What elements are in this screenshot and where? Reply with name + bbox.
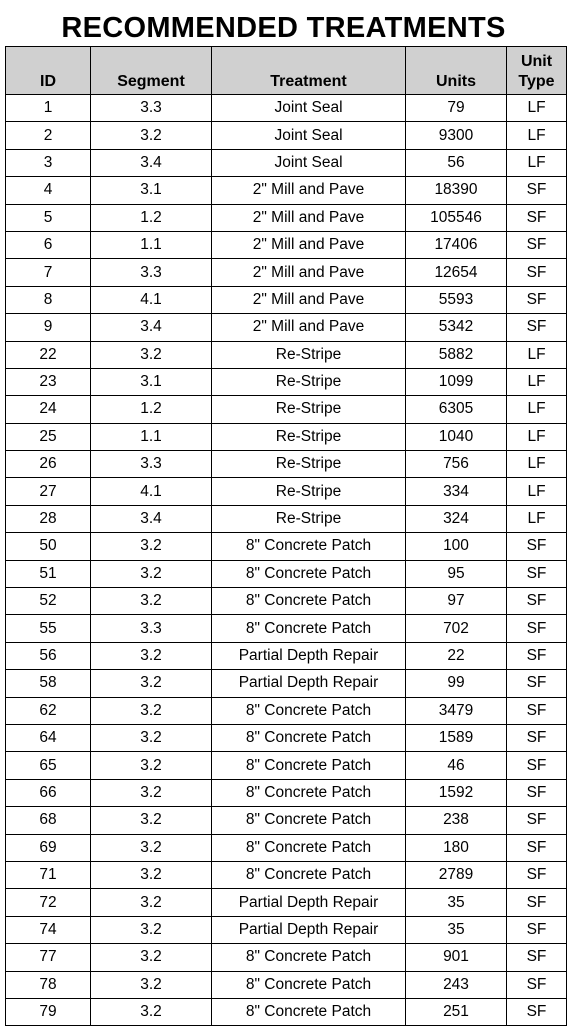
table-row [6,533,567,560]
cell-unit-type: SF [507,944,567,971]
table-row [6,998,567,1025]
cell-treatment: Partial Depth Repair [212,642,406,669]
cell-segment: 3.2 [91,971,212,998]
cell-segment: 3.4 [91,314,212,341]
table-body [6,95,567,1026]
cell-treatment: 8" Concrete Patch [212,533,406,560]
cell-segment: 3.2 [91,560,212,587]
cell-units: 5593 [406,286,507,313]
cell-segment: 3.2 [91,341,212,368]
cell-id: 1 [6,95,91,122]
cell-segment: 1.1 [91,423,212,450]
cell-units: 243 [406,971,507,998]
cell-id: 4 [6,177,91,204]
cell-units: 702 [406,615,507,642]
cell-treatment: 2" Mill and Pave [212,286,406,313]
cell-id: 68 [6,807,91,834]
cell-id: 6 [6,231,91,258]
cell-id: 62 [6,697,91,724]
cell-units: 22 [406,642,507,669]
cell-segment: 3.2 [91,588,212,615]
cell-id: 22 [6,341,91,368]
cell-units: 5342 [406,314,507,341]
cell-treatment: 8" Concrete Patch [212,615,406,642]
table-row [6,231,567,258]
cell-treatment: 8" Concrete Patch [212,560,406,587]
cell-segment: 3.1 [91,177,212,204]
cell-id: 27 [6,478,91,505]
header-units: Units [406,47,507,95]
cell-id: 7 [6,259,91,286]
cell-unit-type: SF [507,642,567,669]
cell-id: 51 [6,560,91,587]
cell-id: 56 [6,642,91,669]
cell-unit-type: SF [507,697,567,724]
page-title: RECOMMENDED TREATMENTS [61,12,506,44]
cell-segment: 3.2 [91,642,212,669]
table-row [6,916,567,943]
cell-treatment: 8" Concrete Patch [212,861,406,888]
table-row [6,286,567,313]
cell-unit-type: LF [507,396,567,423]
cell-segment: 4.1 [91,478,212,505]
cell-id: 78 [6,971,91,998]
table-row [6,560,567,587]
cell-units: 95 [406,560,507,587]
cell-treatment: Re-Stripe [212,341,406,368]
cell-units: 6305 [406,396,507,423]
cell-units: 3479 [406,697,507,724]
table-row [6,95,567,122]
cell-units: 99 [406,670,507,697]
cell-treatment: 8" Concrete Patch [212,779,406,806]
header-unit-type: Unit Type [507,47,567,95]
cell-id: 2 [6,122,91,149]
table-row [6,615,567,642]
cell-treatment: Joint Seal [212,149,406,176]
header-row [6,47,567,95]
cell-unit-type: SF [507,724,567,751]
cell-segment: 3.2 [91,533,212,560]
cell-unit-type: LF [507,149,567,176]
cell-units: 180 [406,834,507,861]
cell-id: 9 [6,314,91,341]
cell-unit-type: SF [507,889,567,916]
cell-segment: 3.3 [91,451,212,478]
cell-unit-type: SF [507,834,567,861]
table-row [6,204,567,231]
cell-id: 25 [6,423,91,450]
cell-treatment: 8" Concrete Patch [212,807,406,834]
cell-segment: 3.2 [91,670,212,697]
cell-segment: 3.2 [91,779,212,806]
cell-units: 9300 [406,122,507,149]
cell-treatment: Re-Stripe [212,451,406,478]
table-row [6,478,567,505]
cell-segment: 3.2 [91,861,212,888]
cell-id: 55 [6,615,91,642]
table-row [6,341,567,368]
cell-units: 46 [406,752,507,779]
cell-treatment: 2" Mill and Pave [212,204,406,231]
cell-segment: 3.4 [91,149,212,176]
cell-id: 8 [6,286,91,313]
cell-treatment: Re-Stripe [212,396,406,423]
cell-unit-type: LF [507,505,567,532]
cell-units: 56 [406,149,507,176]
cell-treatment: 8" Concrete Patch [212,752,406,779]
table-row [6,122,567,149]
cell-treatment: 2" Mill and Pave [212,314,406,341]
cell-id: 65 [6,752,91,779]
table-row [6,834,567,861]
table-row [6,314,567,341]
cell-treatment: Re-Stripe [212,505,406,532]
cell-unit-type: LF [507,423,567,450]
cell-units: 12654 [406,259,507,286]
cell-treatment: Joint Seal [212,95,406,122]
cell-treatment: Re-Stripe [212,478,406,505]
cell-unit-type: SF [507,752,567,779]
cell-segment: 3.2 [91,944,212,971]
cell-segment: 3.2 [91,752,212,779]
table-row [6,423,567,450]
cell-units: 1589 [406,724,507,751]
cell-id: 5 [6,204,91,231]
cell-treatment: 2" Mill and Pave [212,259,406,286]
cell-segment: 3.2 [91,724,212,751]
table-row [6,861,567,888]
cell-id: 58 [6,670,91,697]
cell-treatment: 8" Concrete Patch [212,834,406,861]
cell-id: 71 [6,861,91,888]
cell-units: 756 [406,451,507,478]
cell-id: 26 [6,451,91,478]
header-treatment: Treatment [212,47,406,95]
cell-unit-type: SF [507,588,567,615]
cell-treatment: 2" Mill and Pave [212,231,406,258]
cell-treatment: Partial Depth Repair [212,889,406,916]
table-row [6,177,567,204]
table-row [6,642,567,669]
cell-treatment: 8" Concrete Patch [212,588,406,615]
cell-units: 35 [406,889,507,916]
cell-units: 79 [406,95,507,122]
table-row [6,697,567,724]
cell-segment: 3.2 [91,697,212,724]
cell-unit-type: SF [507,916,567,943]
cell-units: 238 [406,807,507,834]
cell-unit-type: SF [507,971,567,998]
table-row [6,724,567,751]
cell-segment: 1.2 [91,204,212,231]
cell-unit-type: SF [507,204,567,231]
cell-units: 1592 [406,779,507,806]
table-row [6,971,567,998]
cell-id: 23 [6,368,91,395]
cell-segment: 3.4 [91,505,212,532]
cell-id: 28 [6,505,91,532]
table-row [6,396,567,423]
cell-id: 74 [6,916,91,943]
cell-units: 324 [406,505,507,532]
table-row [6,149,567,176]
table-row [6,752,567,779]
table-row [6,779,567,806]
cell-segment: 3.2 [91,998,212,1025]
cell-unit-type: SF [507,779,567,806]
cell-treatment: 8" Concrete Patch [212,971,406,998]
cell-units: 5882 [406,341,507,368]
cell-units: 2789 [406,861,507,888]
cell-units: 105546 [406,204,507,231]
cell-units: 17406 [406,231,507,258]
cell-treatment: Joint Seal [212,122,406,149]
cell-treatment: Partial Depth Repair [212,916,406,943]
cell-segment: 3.3 [91,95,212,122]
table-header [6,47,567,95]
cell-unit-type: LF [507,341,567,368]
cell-treatment: 8" Concrete Patch [212,944,406,971]
cell-segment: 3.2 [91,807,212,834]
cell-unit-type: SF [507,807,567,834]
cell-segment: 1.2 [91,396,212,423]
cell-id: 24 [6,396,91,423]
cell-unit-type: SF [507,314,567,341]
cell-treatment: 2" Mill and Pave [212,177,406,204]
cell-units: 100 [406,533,507,560]
cell-treatment: Re-Stripe [212,368,406,395]
cell-unit-type: SF [507,231,567,258]
cell-treatment: 8" Concrete Patch [212,697,406,724]
cell-segment: 1.1 [91,231,212,258]
cell-units: 97 [406,588,507,615]
cell-unit-type: SF [507,177,567,204]
table-row [6,259,567,286]
cell-unit-type: SF [507,259,567,286]
cell-treatment: 8" Concrete Patch [212,724,406,751]
header-segment: Segment [91,47,212,95]
cell-unit-type: SF [507,998,567,1025]
cell-segment: 3.3 [91,615,212,642]
cell-segment: 4.1 [91,286,212,313]
cell-treatment: 8" Concrete Patch [212,998,406,1025]
cell-treatment: Re-Stripe [212,423,406,450]
cell-id: 52 [6,588,91,615]
cell-units: 251 [406,998,507,1025]
table-row [6,889,567,916]
cell-segment: 3.2 [91,122,212,149]
cell-unit-type: LF [507,478,567,505]
table-row [6,944,567,971]
cell-unit-type: SF [507,286,567,313]
cell-unit-type: LF [507,368,567,395]
cell-unit-type: LF [507,95,567,122]
cell-unit-type: SF [507,861,567,888]
cell-segment: 3.2 [91,889,212,916]
cell-units: 901 [406,944,507,971]
cell-units: 1040 [406,423,507,450]
cell-id: 66 [6,779,91,806]
cell-unit-type: SF [507,560,567,587]
treatments-table [5,46,567,1026]
cell-id: 69 [6,834,91,861]
cell-unit-type: SF [507,533,567,560]
cell-segment: 3.3 [91,259,212,286]
cell-units: 1099 [406,368,507,395]
cell-treatment: Partial Depth Repair [212,670,406,697]
cell-segment: 3.2 [91,834,212,861]
header-id: ID [6,47,91,95]
table-row [6,588,567,615]
cell-segment: 3.2 [91,916,212,943]
table-row [6,451,567,478]
cell-units: 35 [406,916,507,943]
cell-segment: 3.1 [91,368,212,395]
cell-id: 77 [6,944,91,971]
table-row [6,505,567,532]
cell-units: 18390 [406,177,507,204]
cell-unit-type: LF [507,451,567,478]
table-row [6,807,567,834]
cell-unit-type: SF [507,670,567,697]
cell-id: 50 [6,533,91,560]
cell-id: 79 [6,998,91,1025]
cell-unit-type: SF [507,615,567,642]
cell-unit-type: LF [507,122,567,149]
table-row [6,670,567,697]
cell-id: 3 [6,149,91,176]
cell-id: 72 [6,889,91,916]
table-row [6,368,567,395]
cell-id: 64 [6,724,91,751]
cell-units: 334 [406,478,507,505]
